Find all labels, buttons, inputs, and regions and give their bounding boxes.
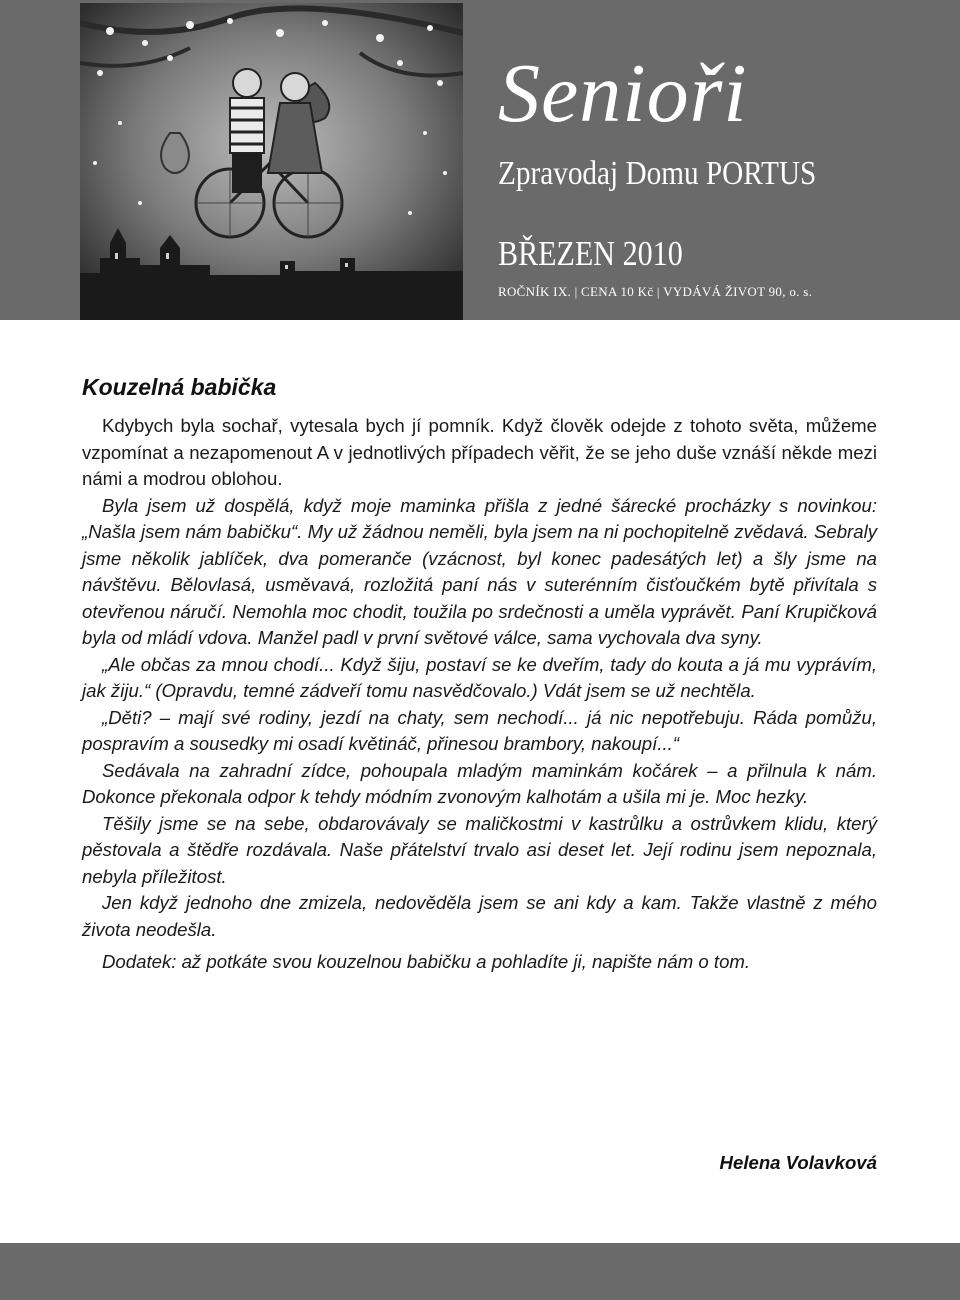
article-paragraph: Kdybych byla sochař, vytesala bych jí pomník. Když člověk odejde z tohoto světa, můžeme vzpomínat a nezapomenout A v jednotlivých případech věřit, že se jeho duše vznáší někde mezi námi a modrou oblohou. <box>82 415 877 489</box>
issue-meta: ROČNÍK IX. | CENA 10 Kč | VYDÁVÁ ŽIVOT 90, o. s. <box>498 284 813 299</box>
article-body <box>82 413 877 976</box>
footer-bar <box>0 1243 960 1300</box>
article-title: Kouzelná babička <box>82 374 277 400</box>
article-paragraph: Dodatek: až potkáte svou kouzelnou babičku a pohladíte ji, napište nám o tom. <box>102 951 751 972</box>
article-paragraph: „Ale občas za mnou chodí... Když šiju, postaví se ke dveřím, tady do kouta a já mu vyprávím, jak žiju.“ (Opravdu, temné zádveří tomu nasvědčovalo.) Vdát jsem se už nechtěla. <box>82 653 877 701</box>
masthead <box>0 0 960 320</box>
issue-date: BŘEZEN 2010 <box>498 234 683 273</box>
newsletter-subtitle: Zpravodaj Domu PORTUS <box>498 155 817 192</box>
article-paragraph: Jen když jednoho dne zmizela, nedověděla jsem se ani kdy a kam. Takže vlastně z mého života neodešla. <box>82 892 877 940</box>
newsletter-title: Senioři <box>498 47 748 140</box>
cover-illustration-graphic <box>80 3 463 320</box>
article-paragraph: Těšily jsme se na sebe, obdarovávaly se maličkostmi v kastrůlku a ostrůvkem klidu, který pěstovala a štědře rozdávala. Naše přátelství trvalo asi deset let. Její rodinu jsem nepoznala, nebyla příležitost. <box>82 812 877 887</box>
article-paragraph: Byla jsem už dospělá, když moje maminka přišla z jedné šárecké procházky s novinkou: „Našla jsem nám babičku“. My už žádnou neměli, byla jsem na ni pochopitelně zvědavá. Sebraly jsme několik jablíček, dva pomeranče (vzácnost, byl konec padesátých let) a šly jsme na návštěvu. Bělovlasá, usměvavá, rozložitá paní nás v suterénním čisťoučkém bytě přivítala s otevřenou náručí. Nemohla moc chodit, toužila po srdečnosti a uměla vyprávět. Paní Krupičková byla od mládí vdova. Manžel padl v první světové válce, sama vychovala dva syny. <box>82 494 877 648</box>
article-author: Helena Volavková <box>719 1152 877 1173</box>
article-paragraph: „Děti? – mají své rodiny, jezdí na chaty, sem nechodí... já nic nepotřebuju. Ráda pomůžu, pospravím a sousedky mi osadí květináč, přinesou brambory, nakoupí...“ <box>82 706 877 754</box>
cover-illustration <box>80 3 463 320</box>
article-paragraph: Sedávala na zahradní zídce, pohoupala mladým maminkám kočárek – a přilnula k nám. Dokonce překonala odpor k tehdy módním zvonovým kalhotám a ušila mi je. Moc hezky. <box>82 759 877 807</box>
